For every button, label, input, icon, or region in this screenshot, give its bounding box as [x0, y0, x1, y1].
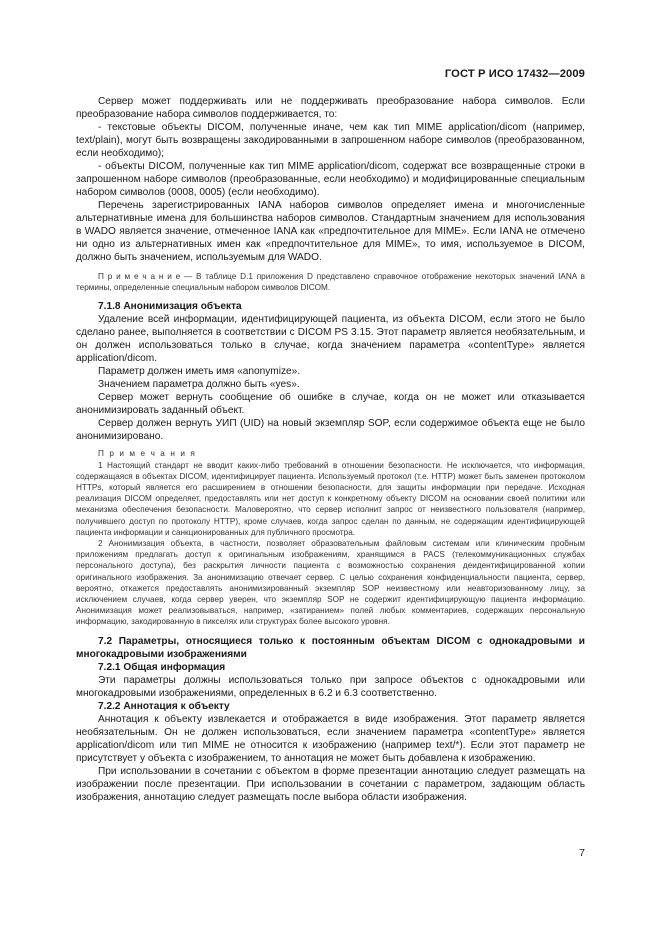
paragraph: Сервер может вернуть сообщение об ошибке в случае, когда он не может или отказывается анонимизировать заданный объект.: [76, 392, 585, 417]
paragraph: При использовании в сочетании с объектом в форме презентации аннотацию следует размещать на изображении после презентации. При использовании в сочетании с параметром, задающим область изображения, аннотацию следует размещать после выбора области изображения.: [76, 765, 585, 803]
paragraph: Удаление всей информации, идентифицирующей пациента, из объекта DICOM, если этого не было сделано ранее, выполняется в соответствии с DICOM PS 3.15. Этот параметр является необязательным, и он должен использоваться только в случае, когда значением параметра «contentType» является application/dicom.: [76, 314, 585, 365]
running-header: ГОСТ Р ИСО 17432—2009: [444, 68, 585, 80]
subsection-heading: 7.2.2 Аннотация к объекту: [98, 700, 230, 712]
page-number: 7: [579, 847, 585, 859]
paragraph: Значением параметра должно быть «yes».: [98, 379, 300, 391]
list-item: - текстовые объекты DICOM, полученные иначе, чем как тип MIME application/dicom (например, text/plain), могут быть возвращены закодированными в запрошенном наборе символов (преобразованном, если необходимо);: [76, 122, 585, 159]
paragraph: Сервер может поддерживать или не поддерживать преобразование набора символов. Если преобразование набора символов поддерживается, то:: [76, 96, 585, 120]
list-item: - объекты DICOM, полученные как тип MIME application/dicom, содержат все возвращенные строки в запрошенном наборе символов (преобразованные, если необходимо) и модифицированные специальным набором символов (0008, 0005) (если необходимо).: [76, 161, 585, 198]
paragraph: Перечень зарегистрированных IANA наборов символов определяет имена и многочисленные альтернативные имена для большинства наборов символов. Стандартным значением для использования в WADO является значение, отмеченное IANA как «предпочтительное для MIME». Если IANA не отмечено ни одно из альтернативных имен как «предпочтительное для MIME», то имя, используемое в DICOM, должно быть значением, используемым для WADO.: [76, 200, 585, 263]
paragraph: Эти параметры должны использоваться только при запросе объектов с однокадровыми или многокадровыми изображениями, определенных в 6.2 и 6.3 соответственно.: [76, 674, 585, 699]
subsection-heading: 7.2.1 Общая информация: [98, 661, 226, 673]
paragraph: Сервер должен вернуть УИП (UID) на новый экземпляр SOP, если содержимое объекта еще не было анонимизировано.: [76, 418, 585, 443]
note: 1 Настоящий стандарт не вводит каких-либо требований в отношении безопасности. Не исключается, что информация, содержащаяся в объектах DICOM, идентифицирует пациента. Используемый протокол (т.е. HTTP) может быть заменен протоколом HTTPs, который является его расширением в отношении безопасности, для защиты информации при передаче. Исходная реализация DICOM определяет, предоставлять или нет доступ к конкретному объекту DICOM на основании своей политики или механизма обеспечения безопасности. Маловероятно, что сервер исполнит запрос от неизвестного пользователя (например, получившего доступ по протоколу HTTP), кроме случаев, когда запрос сделан по данным, не содержащим идентифицирующей пациента информации и санкционированных для публичного просмотра.: [76, 460, 585, 537]
note: 2 Анонимизация объекта, в частности, позволяет образовательным файловым системам или клиническим пробным приложениям предлагать доступ к оригинальным изображениям, хранящимся в PACS (телекоммуникационных службах персонального доступа), без раскрытия личности пациента с возможностью сохранения деидентифицированной копии оригинального изображения. За анонимизацию отвечает сервер. С целью сохранения конфиденциальности пациента, сервер, вероятно, откажется предоставлять анонимизированный экземпляр SOP неизвестному или неавторизованному лицу, за исключением случаев, когда сервер уверен, что экземпляр SOP не содержит идентифицирующую пациента информацию. Анонимизация может реализовываться, например, «затиранием» полей любых комментариев, содержащих персональную информацию, закодированную в пикселях или структурах более высокого уровня.: [76, 539, 585, 627]
note: П р и м е ч а н и е — В таблице D.1 приложения D представлено справочное отображение некоторых значений IANA в термины, определенные специальным набором символов DICOM.: [76, 272, 585, 293]
paragraph: Параметр должен иметь имя «anonymize».: [98, 366, 301, 378]
notes-heading: П р и м е ч а н и я: [98, 449, 197, 459]
section-heading: 7.1.8 Анонимизация объекта: [98, 301, 242, 313]
page-body: [76, 95, 585, 804]
paragraph: Аннотация к объекту извлекается и отображается в виде изображения. Этот параметр является необязательным. Он не должен использоваться, если значением параметра «contentType» является application/dicom или тип MIME не относится к изображению (например text/*). Если этот параметр не присутствует у объекта с изображением, то аннотация не может быть добавлена к изображению.: [76, 713, 585, 764]
section-heading: 7.2 Параметры, относящиеся только к постоянным объектам DICOM с однокадровыми и многокадровыми изображениями: [76, 635, 585, 660]
